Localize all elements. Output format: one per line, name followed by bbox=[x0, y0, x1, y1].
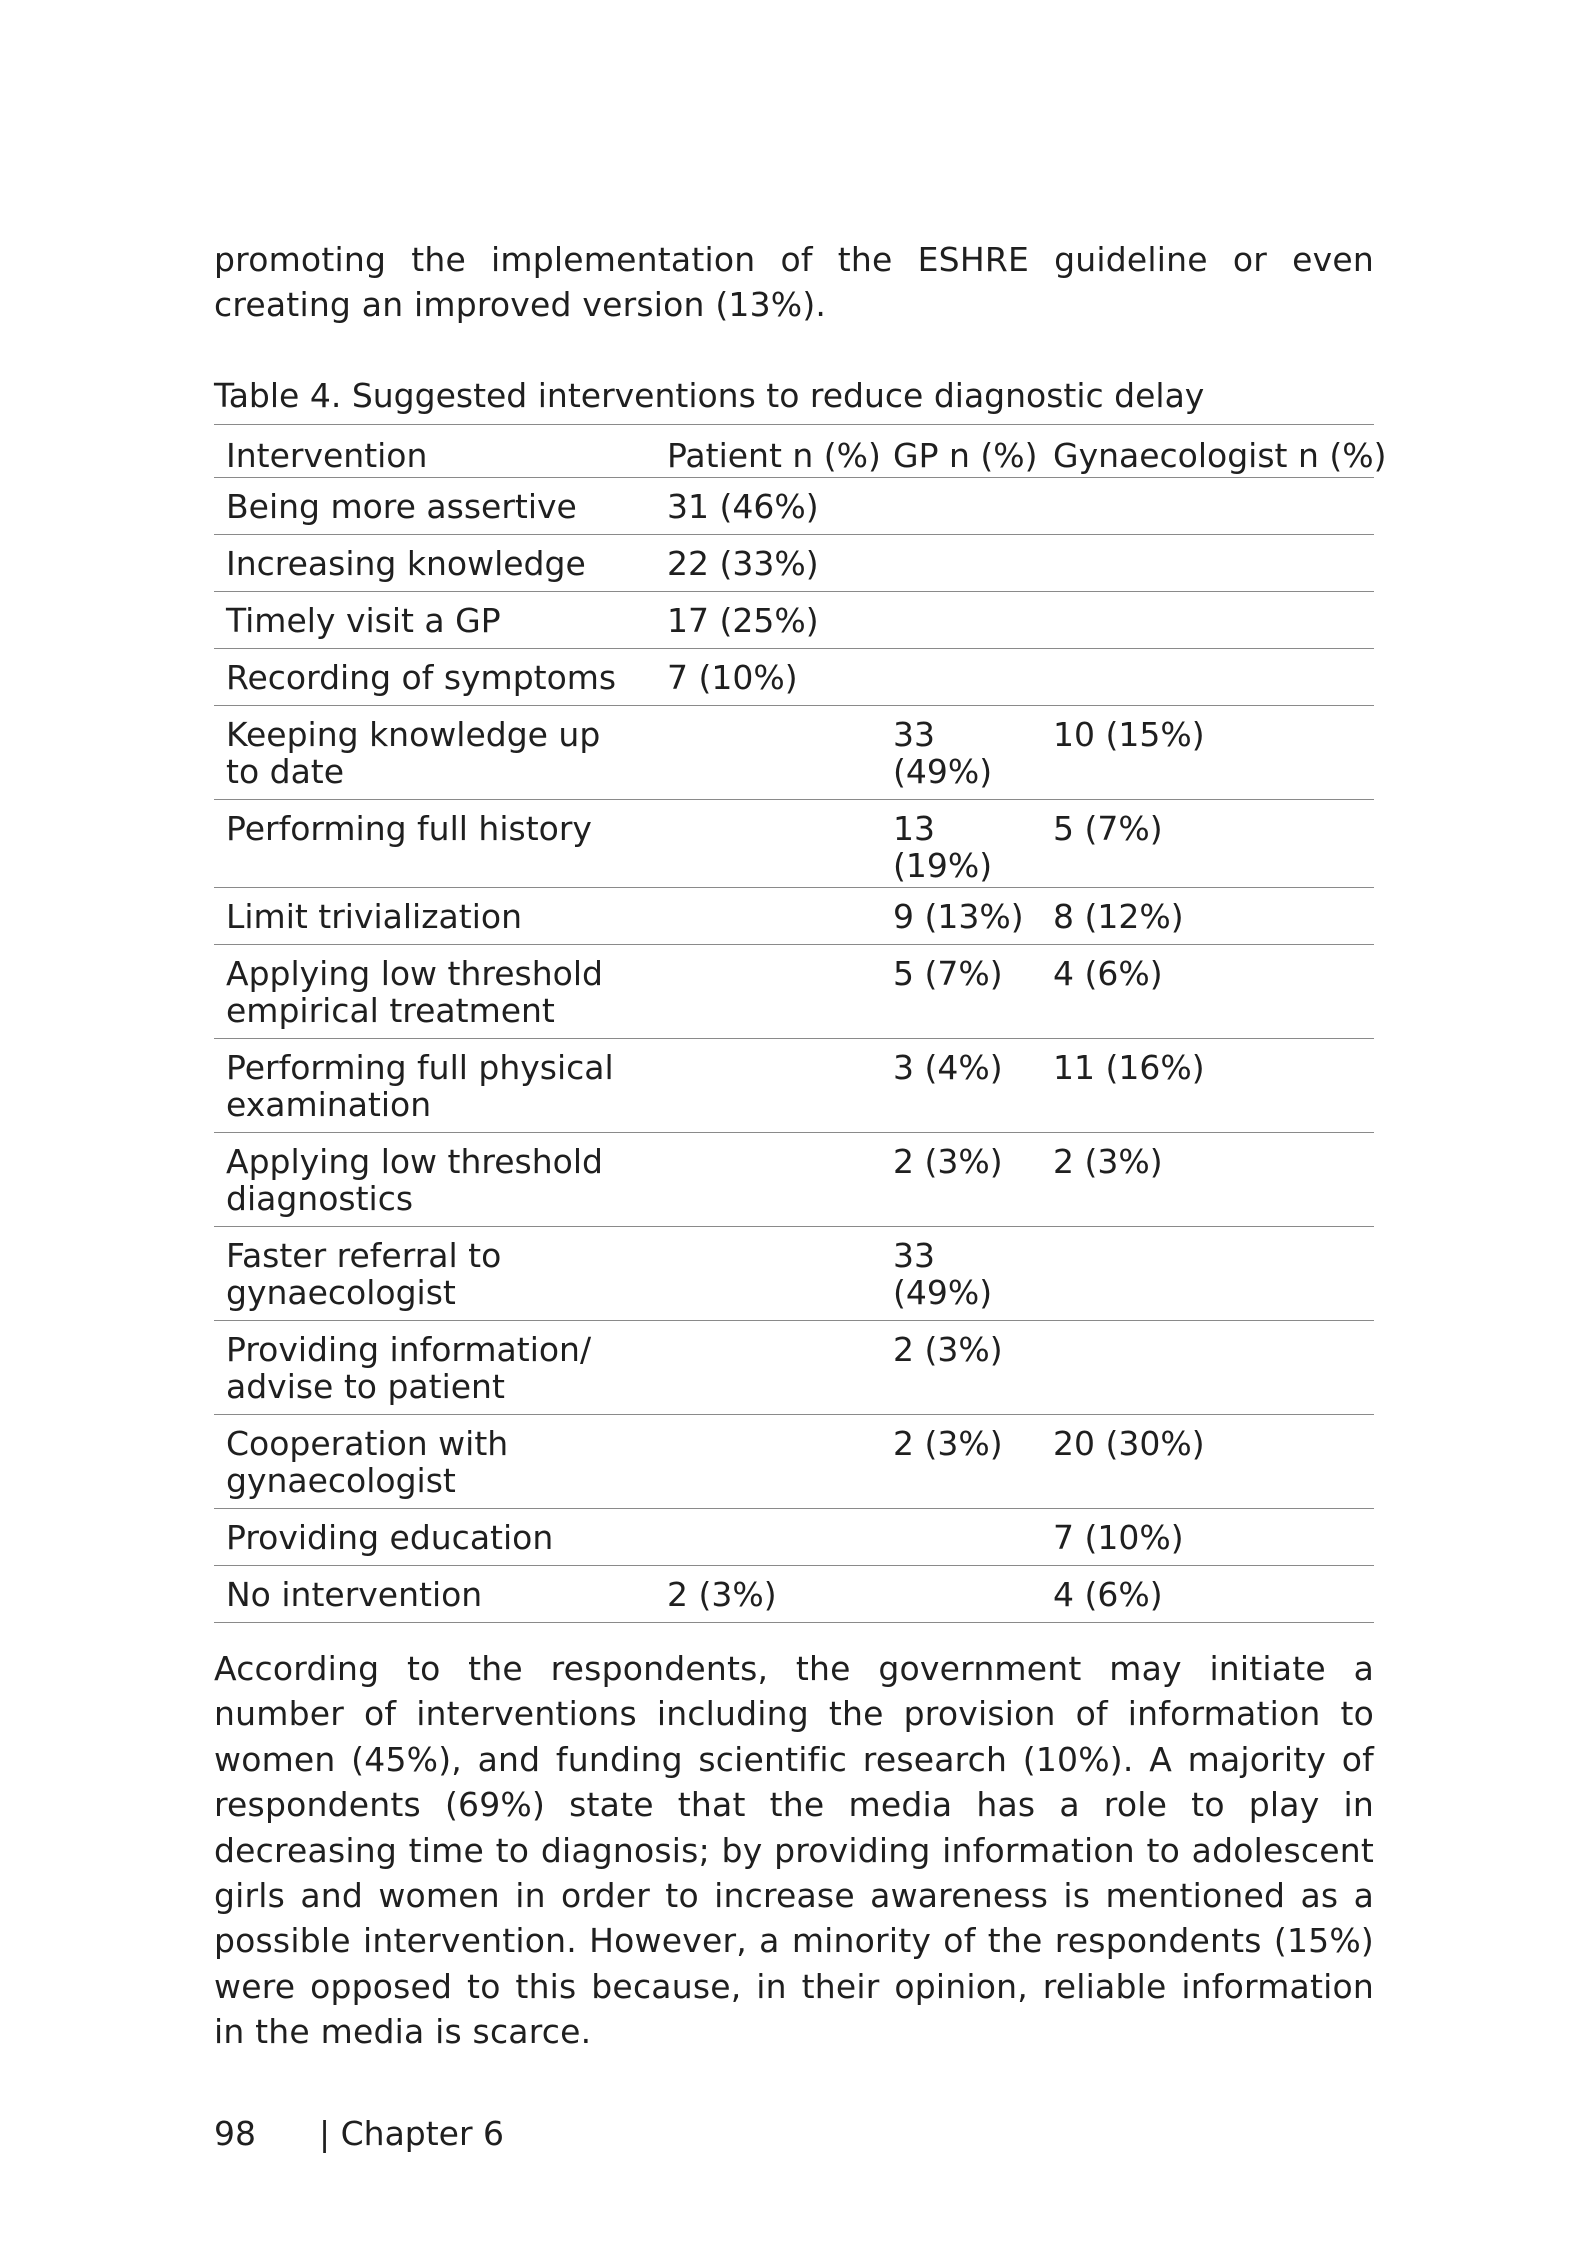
cell-intervention: Providing education bbox=[214, 1509, 655, 1566]
cell-intervention: Keeping knowledge up to date bbox=[214, 706, 655, 800]
cell-gp: 3 (4%) bbox=[881, 1039, 1041, 1133]
cell-gyn: 11 (16%) bbox=[1041, 1039, 1374, 1133]
cell-gyn: 10 (15%) bbox=[1041, 706, 1374, 800]
interventions-table-wrapper bbox=[214, 424, 1387, 1623]
table-row bbox=[214, 535, 1374, 592]
cell-gp bbox=[881, 649, 1041, 706]
cell-gyn: 8 (12%) bbox=[1041, 888, 1374, 945]
cell-intervention: Applying low threshold diagnostics bbox=[214, 1133, 655, 1227]
cell-patient bbox=[655, 1509, 881, 1566]
header-intervention: Intervention bbox=[214, 425, 655, 478]
table-row bbox=[214, 1321, 1374, 1415]
table-row bbox=[214, 888, 1374, 945]
cell-patient bbox=[655, 1415, 881, 1509]
cell-patient bbox=[655, 1039, 881, 1133]
cell-gp: 9 (13%) bbox=[881, 888, 1041, 945]
cell-patient bbox=[655, 1133, 881, 1227]
cell-gyn: 4 (6%) bbox=[1041, 1566, 1374, 1623]
cell-gyn bbox=[1041, 1227, 1374, 1321]
cell-gyn bbox=[1041, 1321, 1374, 1415]
cell-gyn: 2 (3%) bbox=[1041, 1133, 1374, 1227]
cell-gp bbox=[881, 1509, 1041, 1566]
table-row bbox=[214, 592, 1374, 649]
cell-patient: 2 (3%) bbox=[655, 1566, 881, 1623]
table-row bbox=[214, 1509, 1374, 1566]
table-row bbox=[214, 945, 1374, 1039]
cell-gp: 33 (49%) bbox=[881, 706, 1041, 800]
cell-gyn: 4 (6%) bbox=[1041, 945, 1374, 1039]
cell-gyn: 20 (30%) bbox=[1041, 1415, 1374, 1509]
cell-intervention: No intervention bbox=[214, 1566, 655, 1623]
cell-gyn bbox=[1041, 535, 1374, 592]
table-row bbox=[214, 1133, 1374, 1227]
cell-patient: 22 (33%) bbox=[655, 535, 881, 592]
cell-patient bbox=[655, 1227, 881, 1321]
cell-patient: 7 (10%) bbox=[655, 649, 881, 706]
cell-gp: 33 (49%) bbox=[881, 1227, 1041, 1321]
table-caption-label: Table 4. bbox=[214, 376, 342, 415]
table-row bbox=[214, 1566, 1374, 1623]
cell-gyn: 5 (7%) bbox=[1041, 800, 1374, 888]
table-caption-text: Suggested interventions to reduce diagnostic delay bbox=[351, 376, 1205, 415]
cell-intervention: Being more assertive bbox=[214, 478, 655, 535]
cell-intervention: Limit trivialization bbox=[214, 888, 655, 945]
table-row bbox=[214, 1227, 1374, 1321]
cell-intervention: Providing information/ advise to patient bbox=[214, 1321, 655, 1415]
cell-gp: 5 (7%) bbox=[881, 945, 1041, 1039]
cell-intervention: Faster referral to gynaecologist bbox=[214, 1227, 655, 1321]
table-row bbox=[214, 649, 1374, 706]
table-body bbox=[214, 478, 1374, 1623]
page-footer bbox=[214, 2112, 504, 2156]
cell-gp bbox=[881, 478, 1041, 535]
cell-intervention: Performing full physical examination bbox=[214, 1039, 655, 1133]
cell-gp: 2 (3%) bbox=[881, 1133, 1041, 1227]
table-row bbox=[214, 800, 1374, 888]
chapter-label: | Chapter 6 bbox=[319, 2114, 505, 2153]
cell-intervention: Performing full history bbox=[214, 800, 655, 888]
table-caption bbox=[214, 374, 1204, 418]
cell-gp: 13 (19%) bbox=[881, 800, 1041, 888]
cell-gp: 2 (3%) bbox=[881, 1415, 1041, 1509]
header-gynaecologist: Gynaecologist n (%) bbox=[1041, 425, 1374, 478]
cell-patient bbox=[655, 888, 881, 945]
cell-gp bbox=[881, 592, 1041, 649]
cell-patient: 17 (25%) bbox=[655, 592, 881, 649]
table-row bbox=[214, 478, 1374, 535]
cell-gp bbox=[881, 1566, 1041, 1623]
cell-patient bbox=[655, 1321, 881, 1415]
table-header-row bbox=[214, 425, 1374, 478]
cell-gyn bbox=[1041, 649, 1374, 706]
table-row bbox=[214, 1039, 1374, 1133]
cell-gyn: 7 (10%) bbox=[1041, 1509, 1374, 1566]
intro-paragraph: promoting the implementation of the ESHRE guideline or even creating an improved version (13%). bbox=[214, 240, 1374, 325]
cell-intervention: Cooperation with gynaecologist bbox=[214, 1415, 655, 1509]
cell-gyn bbox=[1041, 592, 1374, 649]
cell-patient bbox=[655, 706, 881, 800]
cell-gp: 2 (3%) bbox=[881, 1321, 1041, 1415]
cell-gyn bbox=[1041, 478, 1374, 535]
cell-patient bbox=[655, 945, 881, 1039]
cell-gp bbox=[881, 535, 1041, 592]
page-number: 98 bbox=[214, 2114, 256, 2153]
cell-intervention: Increasing knowledge bbox=[214, 535, 655, 592]
cell-intervention: Timely visit a GP bbox=[214, 592, 655, 649]
table-row bbox=[214, 1415, 1374, 1509]
table-row bbox=[214, 706, 1374, 800]
cell-intervention: Recording of symptoms bbox=[214, 649, 655, 706]
body-paragraph: According to the respondents, the government may initiate a number of interventions including the provision of information to women (45%), and funding scientific research (10%). A majority of respondents (69%) state that the media has a role to play in decreasing time to diagnosis; by providing information to adolescent girls and women in order to increase awareness is mentioned as a possible intervention. However, a minority of the respondents (15%) were opposed to this because, in their opinion, reliable information in the media is scarce. bbox=[214, 1649, 1374, 2052]
cell-patient bbox=[655, 800, 881, 888]
cell-patient: 31 (46%) bbox=[655, 478, 881, 535]
header-gp: GP n (%) bbox=[881, 425, 1041, 478]
header-patient: Patient n (%) bbox=[655, 425, 881, 478]
interventions-table bbox=[214, 424, 1387, 1623]
cell-intervention: Applying low threshold empirical treatment bbox=[214, 945, 655, 1039]
